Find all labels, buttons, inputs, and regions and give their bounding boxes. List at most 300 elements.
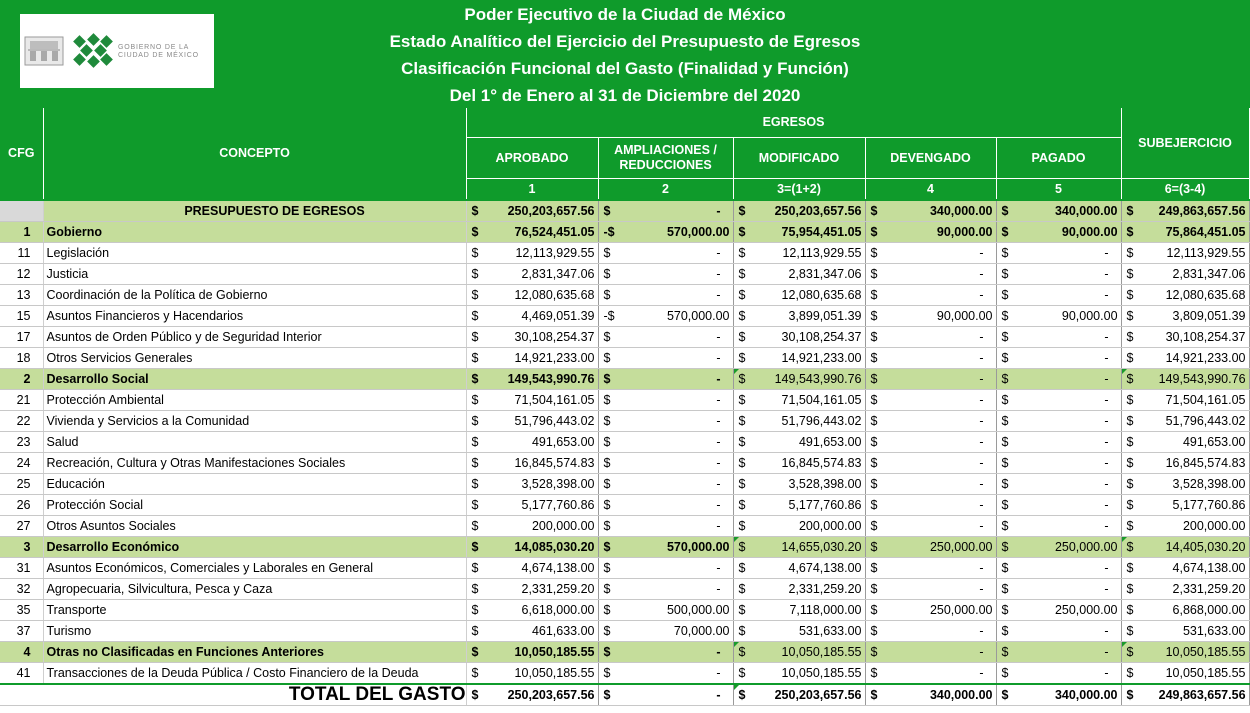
cdmx-emblem-icon [72, 34, 114, 68]
cfg-code: 32 [0, 579, 43, 600]
modificado-value: 10,050,185.55 [746, 663, 865, 685]
ampliaciones-value: - [612, 327, 733, 348]
currency-sign: $ [865, 579, 879, 600]
currency-sign: $ [466, 453, 479, 474]
currency-sign: $ [598, 285, 612, 306]
modificado-value: 4,674,138.00 [746, 558, 865, 579]
currency-sign: $ [733, 222, 746, 243]
header-col-number: 5 [996, 179, 1121, 201]
currency-sign: $ [865, 411, 879, 432]
currency-sign: $ [996, 306, 1009, 327]
aprobado-value: 14,921,233.00 [479, 348, 598, 369]
currency-sign: $ [996, 516, 1009, 537]
aprobado-value: 12,080,635.68 [479, 285, 598, 306]
pagado-value: - [1009, 453, 1121, 474]
currency-sign: -$ [598, 222, 612, 243]
currency-sign: $ [466, 558, 479, 579]
concepto: Justicia [43, 264, 466, 285]
currency-sign: $ [466, 285, 479, 306]
aprobado-value: 2,831,347.06 [479, 264, 598, 285]
modificado-value: 7,118,000.00 [746, 600, 865, 621]
currency-sign: $ [733, 495, 746, 516]
cfg-code: 1 [0, 222, 43, 243]
modificado-value: 14,921,233.00 [746, 348, 865, 369]
subejercicio-value: 2,331,259.20 [1135, 579, 1249, 600]
subejercicio-value: 30,108,254.37 [1135, 327, 1249, 348]
currency-sign: $ [466, 264, 479, 285]
currency-sign: $ [466, 621, 479, 642]
currency-sign: $ [865, 369, 879, 390]
modificado-value: 71,504,161.05 [746, 390, 865, 411]
pagado-value: - [1009, 432, 1121, 453]
table-row [0, 390, 1249, 411]
ampliaciones-value: - [612, 432, 733, 453]
currency-sign: $ [1121, 327, 1135, 348]
currency-sign: $ [466, 537, 479, 558]
pagado-value: - [1009, 663, 1121, 685]
subejercicio-value: 5,177,760.86 [1135, 495, 1249, 516]
ampliaciones-value: - [612, 285, 733, 306]
devengado-value: - [879, 348, 996, 369]
aprobado-value: 30,108,254.37 [479, 327, 598, 348]
ampliaciones-value: - [612, 369, 733, 390]
currency-sign: $ [1121, 285, 1135, 306]
pagado-value: - [1009, 579, 1121, 600]
table-row [0, 558, 1249, 579]
aprobado-value: 200,000.00 [479, 516, 598, 537]
cfg-code: 13 [0, 285, 43, 306]
header-ampliaciones-line1: AMPLIACIONES / [614, 143, 717, 157]
subejercicio-value: 4,674,138.00 [1135, 558, 1249, 579]
currency-sign: $ [865, 537, 879, 558]
currency-sign: $ [466, 663, 479, 685]
table-row [0, 327, 1249, 348]
currency-sign: $ [733, 516, 746, 537]
concepto: Asuntos Financieros y Hacendarios [43, 306, 466, 327]
header-devengado: DEVENGADO [865, 138, 996, 179]
subejercicio-value: 6,868,000.00 [1135, 600, 1249, 621]
aprobado-value: 149,543,990.76 [479, 369, 598, 390]
modificado-value: 149,543,990.76 [746, 369, 865, 390]
total-section [0, 684, 1249, 706]
pagado-value: - [1009, 642, 1121, 663]
modificado-value: 3,899,051.39 [746, 306, 865, 327]
currency-sign: $ [598, 474, 612, 495]
total-aprobado: 250,203,657.56 [479, 684, 598, 706]
table-row [0, 579, 1249, 600]
currency-sign: $ [733, 537, 746, 558]
table-row [0, 243, 1249, 264]
subejercicio-value: 491,653.00 [1135, 432, 1249, 453]
currency-sign: $ [865, 306, 879, 327]
currency-sign: $ [1121, 495, 1135, 516]
subejercicio-value: 71,504,161.05 [1135, 390, 1249, 411]
currency-sign: $ [598, 390, 612, 411]
total-label: TOTAL DEL GASTO [0, 684, 466, 706]
ampliaciones-value: 570,000.00 [612, 306, 733, 327]
aprobado-value: 76,524,451.05 [479, 222, 598, 243]
pagado-value: - [1009, 558, 1121, 579]
modificado-value: 491,653.00 [746, 432, 865, 453]
summary-subejercicio: 249,863,657.56 [1135, 200, 1249, 222]
summary-concepto: PRESUPUESTO DE EGRESOS [43, 200, 466, 222]
currency-sign: $ [996, 348, 1009, 369]
pagado-value: 90,000.00 [1009, 222, 1121, 243]
summary-aprobado: 250,203,657.56 [479, 200, 598, 222]
currency-sign: $ [865, 621, 879, 642]
devengado-value: - [879, 621, 996, 642]
cfg-code: 12 [0, 264, 43, 285]
currency-sign: $ [466, 474, 479, 495]
currency-sign: $ [996, 642, 1009, 663]
devengado-value: - [879, 264, 996, 285]
cfg-code: 25 [0, 474, 43, 495]
concepto: Agropecuaria, Silvicultura, Pesca y Caza [43, 579, 466, 600]
currency-sign: $ [733, 306, 746, 327]
cfg-code: 27 [0, 516, 43, 537]
currency-sign: $ [1121, 684, 1135, 706]
modificado-value: 200,000.00 [746, 516, 865, 537]
ampliaciones-value: - [612, 411, 733, 432]
concepto: Otros Servicios Generales [43, 348, 466, 369]
header-concepto: CONCEPTO [43, 108, 466, 200]
currency-sign: $ [466, 369, 479, 390]
currency-sign: $ [598, 369, 612, 390]
currency-sign: $ [865, 432, 879, 453]
currency-sign: $ [598, 684, 612, 706]
currency-sign: $ [996, 537, 1009, 558]
currency-sign: $ [865, 453, 879, 474]
currency-sign: $ [466, 432, 479, 453]
currency-sign: $ [598, 495, 612, 516]
modificado-value: 14,655,030.20 [746, 537, 865, 558]
currency-sign: $ [865, 264, 879, 285]
currency-sign: $ [598, 579, 612, 600]
currency-sign: $ [598, 243, 612, 264]
concepto: Salud [43, 432, 466, 453]
concepto: Desarrollo Económico [43, 537, 466, 558]
currency-sign: $ [865, 222, 879, 243]
currency-sign: $ [1121, 432, 1135, 453]
cfg-code: 37 [0, 621, 43, 642]
currency-sign: $ [865, 516, 879, 537]
total-ampliaciones: - [612, 684, 733, 706]
header-modificado: MODIFICADO [733, 138, 865, 179]
currency-sign: $ [598, 621, 612, 642]
devengado-value: - [879, 390, 996, 411]
subejercicio-value: 10,050,185.55 [1135, 642, 1249, 663]
logo-text-line2: CIUDAD DE MÉXICO [118, 52, 199, 59]
concepto: Legislación [43, 243, 466, 264]
currency-sign: $ [733, 200, 746, 222]
devengado-value: - [879, 558, 996, 579]
currency-sign: $ [1121, 642, 1135, 663]
currency-sign: $ [733, 663, 746, 685]
pagado-value: - [1009, 264, 1121, 285]
currency-sign: $ [733, 579, 746, 600]
concepto: Protección Ambiental [43, 390, 466, 411]
concepto: Desarrollo Social [43, 369, 466, 390]
currency-sign: $ [733, 684, 746, 706]
devengado-value: - [879, 327, 996, 348]
subejercicio-value: 51,796,443.02 [1135, 411, 1249, 432]
currency-sign: $ [996, 264, 1009, 285]
group-row [0, 537, 1249, 558]
devengado-value: 90,000.00 [879, 306, 996, 327]
government-logo [20, 14, 214, 88]
pagado-value: 250,000.00 [1009, 537, 1121, 558]
currency-sign: $ [996, 432, 1009, 453]
summary-devengado: 340,000.00 [879, 200, 996, 222]
currency-sign: $ [996, 558, 1009, 579]
pagado-value: 250,000.00 [1009, 600, 1121, 621]
currency-sign: $ [733, 327, 746, 348]
table-row [0, 516, 1249, 537]
table-row [0, 495, 1249, 516]
devengado-value: - [879, 453, 996, 474]
currency-sign: $ [1121, 516, 1135, 537]
currency-sign: $ [733, 369, 746, 390]
devengado-value: - [879, 474, 996, 495]
cfg-code: 2 [0, 369, 43, 390]
devengado-value: - [879, 516, 996, 537]
currency-sign: $ [865, 200, 879, 222]
currency-sign: $ [466, 495, 479, 516]
ampliaciones-value: 570,000.00 [612, 537, 733, 558]
currency-sign: $ [996, 579, 1009, 600]
pagado-value: - [1009, 285, 1121, 306]
concepto: Vivienda y Servicios a la Comunidad [43, 411, 466, 432]
ampliaciones-value: - [612, 558, 733, 579]
currency-sign: $ [733, 432, 746, 453]
pagado-value: - [1009, 516, 1121, 537]
currency-sign: $ [466, 600, 479, 621]
modificado-value: 75,954,451.05 [746, 222, 865, 243]
currency-sign: $ [996, 243, 1009, 264]
concepto: Transacciones de la Deuda Pública / Costo Financiero de la Deuda [43, 663, 466, 685]
table-row [0, 306, 1249, 327]
summary-row [0, 200, 1249, 222]
cfg-code: 35 [0, 600, 43, 621]
subejercicio-value: 2,831,347.06 [1135, 264, 1249, 285]
concepto: Recreación, Cultura y Otras Manifestaciones Sociales [43, 453, 466, 474]
total-subejercicio: 249,863,657.56 [1135, 684, 1249, 706]
modificado-value: 12,080,635.68 [746, 285, 865, 306]
currency-sign: $ [1121, 348, 1135, 369]
devengado-value: - [879, 285, 996, 306]
report-title-line3: Clasificación Funcional del Gasto (Finalidad y Función) [401, 59, 849, 78]
modificado-value: 2,331,259.20 [746, 579, 865, 600]
total-row [0, 684, 1249, 706]
currency-sign: $ [733, 348, 746, 369]
currency-sign: $ [996, 684, 1009, 706]
currency-sign: $ [466, 327, 479, 348]
table-row [0, 453, 1249, 474]
currency-sign: $ [1121, 453, 1135, 474]
currency-sign: $ [1121, 558, 1135, 579]
cfg-code: 22 [0, 411, 43, 432]
currency-sign: $ [466, 642, 479, 663]
currency-sign: $ [466, 222, 479, 243]
report-header [0, 0, 1250, 109]
currency-sign: $ [996, 327, 1009, 348]
ampliaciones-value: - [612, 453, 733, 474]
aprobado-value: 2,331,259.20 [479, 579, 598, 600]
devengado-value: - [879, 663, 996, 685]
header-col-number: 6=(3-4) [1121, 179, 1249, 201]
concepto: Otras no Clasificadas en Funciones Anteriores [43, 642, 466, 663]
devengado-value: - [879, 432, 996, 453]
report-title-line2: Estado Analítico del Ejercicio del Presupuesto de Egresos [389, 32, 861, 51]
cfg-code: 11 [0, 243, 43, 264]
currency-sign: $ [1121, 200, 1135, 222]
currency-sign: $ [865, 285, 879, 306]
currency-sign: $ [1121, 306, 1135, 327]
cfg-code: 24 [0, 453, 43, 474]
currency-sign: $ [865, 495, 879, 516]
currency-sign: $ [996, 285, 1009, 306]
currency-sign: $ [865, 684, 879, 706]
total-devengado: 340,000.00 [879, 684, 996, 706]
currency-sign: $ [733, 600, 746, 621]
currency-sign: $ [466, 200, 479, 222]
ampliaciones-value: - [612, 264, 733, 285]
currency-sign: $ [1121, 474, 1135, 495]
devengado-value: - [879, 495, 996, 516]
budget-table [0, 108, 1250, 706]
currency-sign: $ [1121, 600, 1135, 621]
header-col-number: 1 [466, 179, 598, 201]
header-cfg: CFG [0, 108, 43, 200]
header-egresos: EGRESOS [466, 108, 1121, 138]
aprobado-value: 461,633.00 [479, 621, 598, 642]
subejercicio-value: 10,050,185.55 [1135, 663, 1249, 685]
header-col-number: 4 [865, 179, 996, 201]
pagado-value: - [1009, 411, 1121, 432]
concepto: Asuntos Económicos, Comerciales y Laborales en General [43, 558, 466, 579]
group-row [0, 642, 1249, 663]
table-row [0, 411, 1249, 432]
currency-sign: $ [1121, 537, 1135, 558]
ampliaciones-value: - [612, 390, 733, 411]
header-col-number: 2 [598, 179, 733, 201]
header-ampliaciones-line2: REDUCCIONES [619, 158, 712, 172]
concepto: Turismo [43, 621, 466, 642]
modificado-value: 51,796,443.02 [746, 411, 865, 432]
subejercicio-value: 200,000.00 [1135, 516, 1249, 537]
currency-sign: $ [598, 264, 612, 285]
currency-sign: $ [1121, 411, 1135, 432]
currency-sign: $ [1121, 222, 1135, 243]
currency-sign: $ [996, 495, 1009, 516]
currency-sign: $ [996, 390, 1009, 411]
subejercicio-value: 3,809,051.39 [1135, 306, 1249, 327]
cfg-code: 4 [0, 642, 43, 663]
modificado-value: 2,831,347.06 [746, 264, 865, 285]
cfg-code: 23 [0, 432, 43, 453]
aprobado-value: 4,674,138.00 [479, 558, 598, 579]
ampliaciones-value: - [612, 663, 733, 685]
header-ampliaciones [598, 138, 733, 179]
cfg-code: 26 [0, 495, 43, 516]
currency-sign: $ [1121, 663, 1135, 685]
currency-sign: $ [996, 411, 1009, 432]
report-title-line1: Poder Ejecutivo de la Ciudad de México [464, 5, 786, 24]
currency-sign: $ [466, 684, 479, 706]
aprobado-value: 10,050,185.55 [479, 663, 598, 685]
subejercicio-value: 12,113,929.55 [1135, 243, 1249, 264]
currency-sign: $ [733, 264, 746, 285]
summary-modificado: 250,203,657.56 [746, 200, 865, 222]
currency-sign: $ [733, 558, 746, 579]
modificado-value: 5,177,760.86 [746, 495, 865, 516]
pagado-value: - [1009, 348, 1121, 369]
modificado-value: 10,050,185.55 [746, 642, 865, 663]
pagado-value: - [1009, 474, 1121, 495]
aprobado-value: 6,618,000.00 [479, 600, 598, 621]
pagado-value: 90,000.00 [1009, 306, 1121, 327]
concepto: Transporte [43, 600, 466, 621]
total-modificado: 250,203,657.56 [746, 684, 865, 706]
aprobado-value: 4,469,051.39 [479, 306, 598, 327]
concepto: Coordinación de la Política de Gobierno [43, 285, 466, 306]
currency-sign: $ [733, 411, 746, 432]
modificado-value: 30,108,254.37 [746, 327, 865, 348]
subejercicio-value: 14,405,030.20 [1135, 537, 1249, 558]
devengado-value: 90,000.00 [879, 222, 996, 243]
currency-sign: $ [1121, 390, 1135, 411]
currency-sign: $ [598, 348, 612, 369]
currency-sign: $ [1121, 369, 1135, 390]
cfg-code: 31 [0, 558, 43, 579]
currency-sign: $ [598, 663, 612, 685]
currency-sign: $ [598, 327, 612, 348]
currency-sign: $ [598, 411, 612, 432]
aprobado-value: 3,528,398.00 [479, 474, 598, 495]
header-aprobado: APROBADO [466, 138, 598, 179]
subejercicio-value: 531,633.00 [1135, 621, 1249, 642]
devengado-value: - [879, 369, 996, 390]
ampliaciones-value: - [612, 642, 733, 663]
header-pagado: PAGADO [996, 138, 1121, 179]
ampliaciones-value: 570,000.00 [612, 222, 733, 243]
ampliaciones-value: - [612, 348, 733, 369]
subejercicio-value: 149,543,990.76 [1135, 369, 1249, 390]
pagado-value: - [1009, 369, 1121, 390]
total-pagado: 340,000.00 [1009, 684, 1121, 706]
currency-sign: $ [865, 663, 879, 685]
currency-sign: $ [466, 306, 479, 327]
ampliaciones-value: 500,000.00 [612, 600, 733, 621]
currency-sign: $ [865, 642, 879, 663]
currency-sign: $ [865, 390, 879, 411]
currency-sign: $ [996, 663, 1009, 685]
aprobado-value: 71,504,161.05 [479, 390, 598, 411]
currency-sign: $ [598, 453, 612, 474]
concepto: Asuntos de Orden Público y de Seguridad Interior [43, 327, 466, 348]
devengado-value: - [879, 642, 996, 663]
cfg-code: 17 [0, 327, 43, 348]
concepto: Otros Asuntos Sociales [43, 516, 466, 537]
devengado-value: - [879, 579, 996, 600]
modificado-value: 3,528,398.00 [746, 474, 865, 495]
aprobado-value: 14,085,030.20 [479, 537, 598, 558]
subejercicio-value: 75,864,451.05 [1135, 222, 1249, 243]
pagado-value: - [1009, 495, 1121, 516]
currency-sign: $ [733, 474, 746, 495]
aprobado-value: 10,050,185.55 [479, 642, 598, 663]
devengado-value: - [879, 411, 996, 432]
